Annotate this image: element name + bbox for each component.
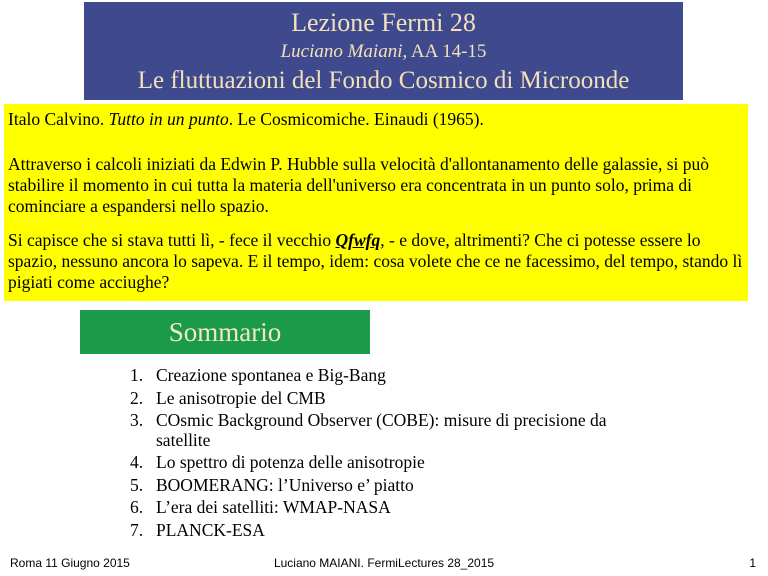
slide-subtitle: Le fluttuazioni del Fondo Cosmico di Microonde	[137, 67, 630, 94]
quote-paragraph-2	[8, 230, 744, 293]
title-banner	[84, 2, 683, 100]
summary-item-number: 3.	[130, 410, 144, 430]
summary-item-text: BOOMERANG: l’Universo e’ piatto	[156, 474, 414, 495]
quote-paragraph-1: Attraverso i calcoli iniziati da Edwin P. Hubble sulla velocità d'allontanamento delle galassie, si può stabilire il momento in cui tutta la materia dell'universo era concentrata in un punto solo, prima di cominciare a espandersi nello spazio.	[8, 154, 710, 216]
summary-item	[130, 476, 650, 496]
footer-lecture: Luciano MAIANI. FermiLectures 28_2015	[273, 556, 495, 570]
summary-item-text: Creazione spontanea e Big-Bang	[156, 365, 386, 385]
summary-item-number: 6.	[130, 497, 144, 517]
summary-item	[130, 411, 650, 450]
summary-item	[130, 366, 650, 386]
quote-para2-end: , - e dove, altrimenti? Che ci potesse essere lo spazio, nessuno ancora lo sapeva. E il tempo, idem: cosa volete che ce ne facessimo, del tempo, stando lì pigiati come acciughe?	[8, 230, 743, 292]
quote-source	[8, 109, 744, 130]
summary-item-text: COsmic Background Observer (COBE): misure di precisione da satellite	[156, 410, 607, 450]
summary-item-number: 5.	[130, 474, 144, 495]
academic-year: , AA 14-15	[402, 41, 487, 62]
summary-item-number: 7.	[130, 519, 144, 540]
summary-item-number: 2.	[130, 387, 144, 408]
summary-item-number: 1.	[130, 365, 144, 385]
summary-item-text: L’era dei satelliti: WMAP-NASA	[156, 497, 391, 517]
summary-list	[130, 366, 650, 543]
quote-character-name: Qfwfq	[335, 230, 381, 250]
summary-item-number: 4.	[130, 452, 144, 472]
summary-heading: Sommario	[80, 310, 370, 354]
slide-title: Lezione Fermi 28	[291, 8, 476, 37]
summary-item-text: PLANCK-ESA	[156, 519, 265, 540]
slide-author-line	[84, 40, 683, 64]
quote-para2-start: Si capisce che si stava tutti lì, - fece il vecchio	[8, 230, 336, 250]
summary-item-text: Lo spettro di potenza delle anisotropie	[156, 452, 425, 472]
page-number: 1	[749, 556, 756, 570]
quote-source-author: Italo Calvino.	[8, 109, 109, 129]
quote-source-title: Tutto in un punto	[108, 109, 229, 129]
footer-date: Roma 11 Giugno 2015	[10, 556, 130, 570]
author-name: Luciano Maiani	[280, 41, 403, 62]
quote-box	[4, 104, 748, 301]
summary-item	[130, 389, 650, 409]
summary-item	[130, 498, 650, 518]
summary-item	[130, 521, 650, 541]
summary-item-text: Le anisotropie del CMB	[156, 387, 326, 408]
summary-item	[130, 453, 650, 473]
quote-source-rest: . Le Cosmicomiche. Einaudi (1965).	[228, 109, 484, 129]
